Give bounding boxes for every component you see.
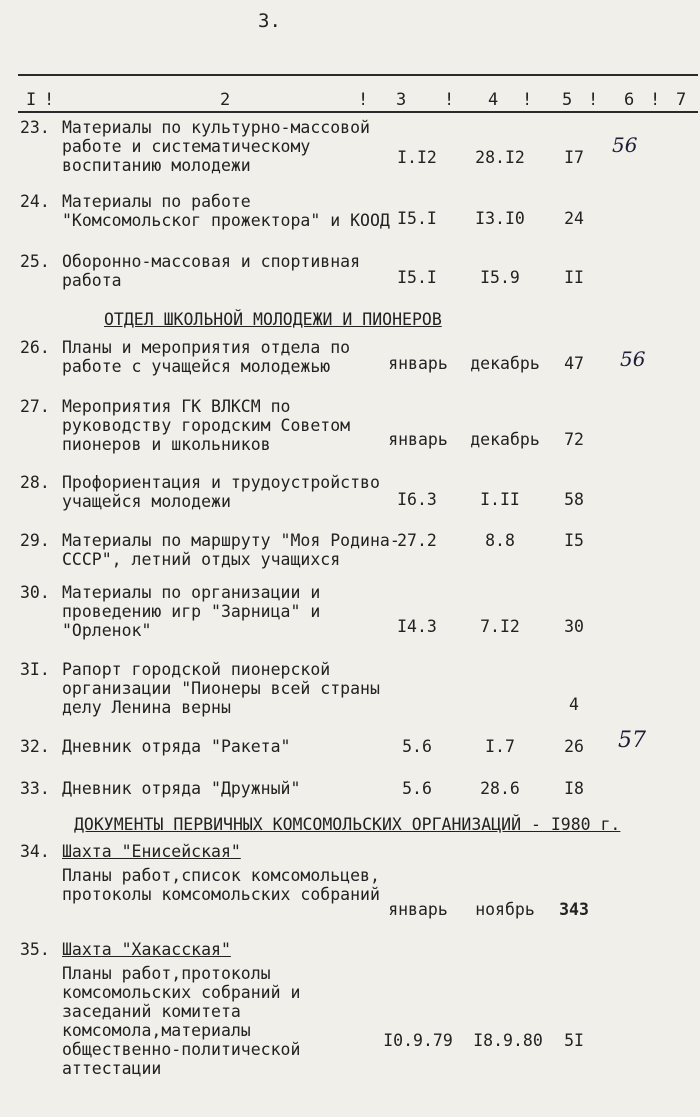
item-title: Планы работ,список комсомольцев, протоколы комсомольских собраний <box>62 866 380 904</box>
header-col7: 7 <box>676 90 687 110</box>
item-start-date: 5.6 <box>402 737 432 756</box>
item-start-date: I4.3 <box>397 617 437 636</box>
item-end-date: 28.I2 <box>475 148 525 167</box>
item-number: 23. <box>20 118 50 137</box>
item-sheet-count: 72 <box>564 430 584 449</box>
item-title: Шахта "Хакасская" <box>62 940 231 959</box>
item-end-date: декабрь <box>470 354 540 373</box>
item-end-date: I.II <box>480 490 520 509</box>
item-start-date: январь <box>388 900 448 919</box>
item-title: Мероприятия ГК ВЛКСМ по руководству городским Советом пионеров и школьников <box>62 397 351 454</box>
item-title: Шахта "Енисейская" <box>62 842 241 861</box>
item-end-date: ноябрь <box>475 900 535 919</box>
item-sheet-count: I8 <box>564 779 584 798</box>
item-start-date: январь <box>388 354 448 373</box>
item-title: Профориентация и трудоустройство учащейся молодежи <box>62 473 380 511</box>
handwritten-note: 56 <box>612 133 638 157</box>
section-heading: ДОКУМЕНТЫ ПЕРВИЧНЫХ КОМСОМОЛЬСКИХ ОРГАНИЗАЦИЙ - I980 г. <box>74 815 621 834</box>
item-number: 33. <box>20 779 50 798</box>
item-number: 32. <box>20 737 50 756</box>
table-header <box>0 90 700 112</box>
item-title: Дневник отряда "Дружный" <box>62 779 301 798</box>
header-sep: ! <box>358 90 369 110</box>
item-end-date: I5.9 <box>480 268 520 287</box>
item-title: Оборонно-массовая и спортивная работа <box>62 252 361 290</box>
item-end-date: 8.8 <box>485 531 515 550</box>
item-title: Рапорт городской пионерской организации "Пионеры всей страны делу Ленина верны <box>62 660 380 717</box>
item-sheet-count: 58 <box>564 490 584 509</box>
item-start-date: I5.I <box>397 268 437 287</box>
item-number: 25. <box>20 252 50 271</box>
item-end-date: I.7 <box>485 737 515 756</box>
item-sheet-count: 26 <box>564 737 584 756</box>
item-number: 26. <box>20 338 50 357</box>
item-start-date: I5.I <box>397 209 437 228</box>
item-number: 29. <box>20 531 50 550</box>
item-number: 28. <box>20 473 50 492</box>
item-number: 30. <box>20 583 50 602</box>
item-number: 27. <box>20 397 50 416</box>
item-sheet-count: 47 <box>564 354 584 373</box>
handwritten-note: 57 <box>618 728 646 753</box>
item-start-date: январь <box>388 430 448 449</box>
header-col6: 6 <box>624 90 635 110</box>
page-number: 3. <box>258 10 281 32</box>
item-end-date: I3.I0 <box>475 209 525 228</box>
header-top-rule <box>18 74 698 76</box>
item-title: Материалы по культурно-массовой работе и систематическому воспитанию молодежи <box>62 118 370 175</box>
item-sheet-count: 24 <box>564 209 584 228</box>
item-sheet-count: II <box>564 268 584 287</box>
item-sheet-count: I5 <box>564 531 584 550</box>
header-sep: ! <box>588 90 599 110</box>
header-sep: ! <box>444 90 455 110</box>
item-number: 34. <box>20 842 50 861</box>
section-heading: ОТДЕЛ ШКОЛЬНОЙ МОЛОДЕЖИ И ПИОНЕРОВ <box>104 310 442 329</box>
item-sheet-count: I7 <box>564 148 584 167</box>
item-end-date: 28.6 <box>480 779 520 798</box>
item-start-date: 27.2 <box>397 531 437 550</box>
item-sheet-count: 343 <box>559 900 589 919</box>
item-title: Материалы по работе "Комсомольског прожектора" и КООД <box>62 192 390 230</box>
item-title: Материалы по организации и проведению игр "Зарница" и "Орленок" <box>62 583 321 640</box>
header-sep: ! <box>522 90 533 110</box>
header-col4: 4 <box>488 90 499 110</box>
header-col1: I <box>26 90 37 110</box>
item-end-date: I8.9.80 <box>473 1031 543 1050</box>
header-col5: 5 <box>562 90 573 110</box>
item-start-date: I0.9.79 <box>383 1031 453 1050</box>
item-number: 3I. <box>20 660 50 679</box>
header-col3: 3 <box>396 90 407 110</box>
item-title: Дневник отряда "Ракета" <box>62 737 291 756</box>
item-title: Планы работ,протоколы комсомольских собраний и заседаний комитета комсомола,материалы общественно-политической аттестации <box>62 964 301 1078</box>
header-sep: ! <box>650 90 661 110</box>
item-sheet-count: 5I <box>564 1031 584 1050</box>
header-sep: ! <box>44 90 55 110</box>
item-start-date: I6.3 <box>397 490 437 509</box>
item-title: Планы и мероприятия отдела по работе с учащейся молодежью <box>62 338 351 376</box>
item-end-date: 7.I2 <box>480 617 520 636</box>
header-col2: 2 <box>220 90 231 110</box>
item-end-date: декабрь <box>470 430 540 449</box>
item-start-date: 5.6 <box>402 779 432 798</box>
item-sheet-count: 4 <box>569 695 579 714</box>
handwritten-note: 56 <box>620 347 646 371</box>
item-start-date: I.I2 <box>397 148 437 167</box>
item-sheet-count: 30 <box>564 617 584 636</box>
item-title: Материалы по маршруту "Моя Родина-СССР", летний отдых учащихся <box>62 531 400 569</box>
item-number: 24. <box>20 192 50 211</box>
header-bottom-rule <box>18 111 698 113</box>
item-number: 35. <box>20 940 50 959</box>
